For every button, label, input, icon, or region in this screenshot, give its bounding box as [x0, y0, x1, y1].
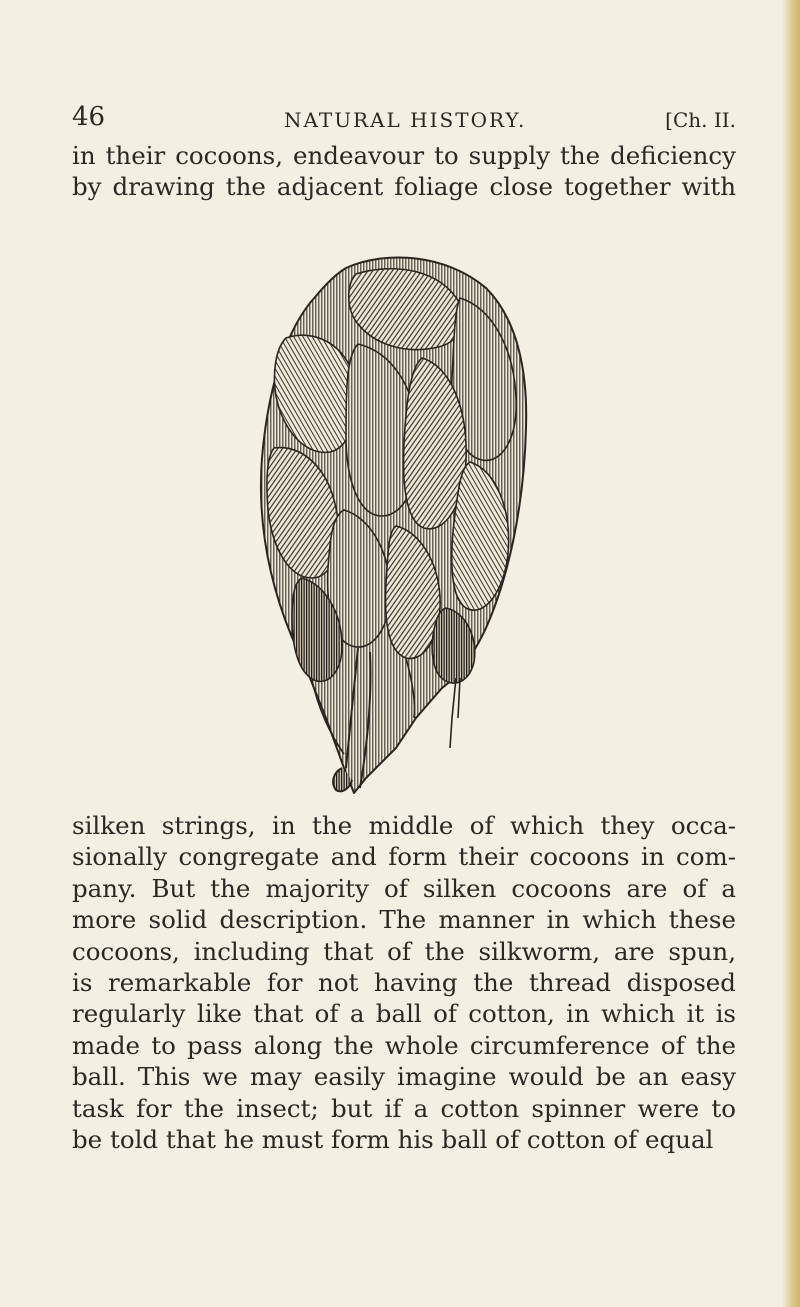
text-line: ball. This we may easily imagine would be an easy	[72, 1062, 736, 1092]
page-header	[72, 102, 736, 142]
text-line: cocoons, including that of the silkworm, are spun,	[72, 936, 736, 966]
top-paragraph	[72, 140, 736, 203]
text-line: pany. But the majority of silken cocoons are of a	[72, 873, 736, 903]
text-line: be told that he must form his ball of cotton of equal	[72, 1125, 714, 1155]
text-line: sionally congregate and form their cocoons in com-	[72, 842, 736, 872]
page-number: 46	[72, 102, 106, 132]
text-line: task for the insect; but if a cotton spinner were to	[72, 1093, 736, 1123]
text-line: more solid description. The manner in which these	[72, 905, 736, 935]
page-edge	[782, 0, 800, 1307]
text-line: silken strings, in the middle of which they occa-	[72, 811, 736, 840]
text-line: in their cocoons, endeavour to supply the deficiency	[72, 141, 736, 170]
bottom-paragraph	[72, 810, 736, 1155]
text-line: by drawing the adjacent foliage close together with	[72, 172, 736, 202]
cocoon-cluster-engraving-icon	[246, 248, 536, 794]
text-line: made to pass along the whole circumference of the	[72, 1030, 736, 1060]
running-head: NATURAL HISTORY.	[284, 108, 527, 132]
text-line: regularly like that of a ball of cotton, in which it is	[72, 999, 736, 1029]
text-line: is remarkable for not having the thread disposed	[72, 968, 736, 998]
chapter-label: [Ch. II.	[665, 108, 736, 132]
